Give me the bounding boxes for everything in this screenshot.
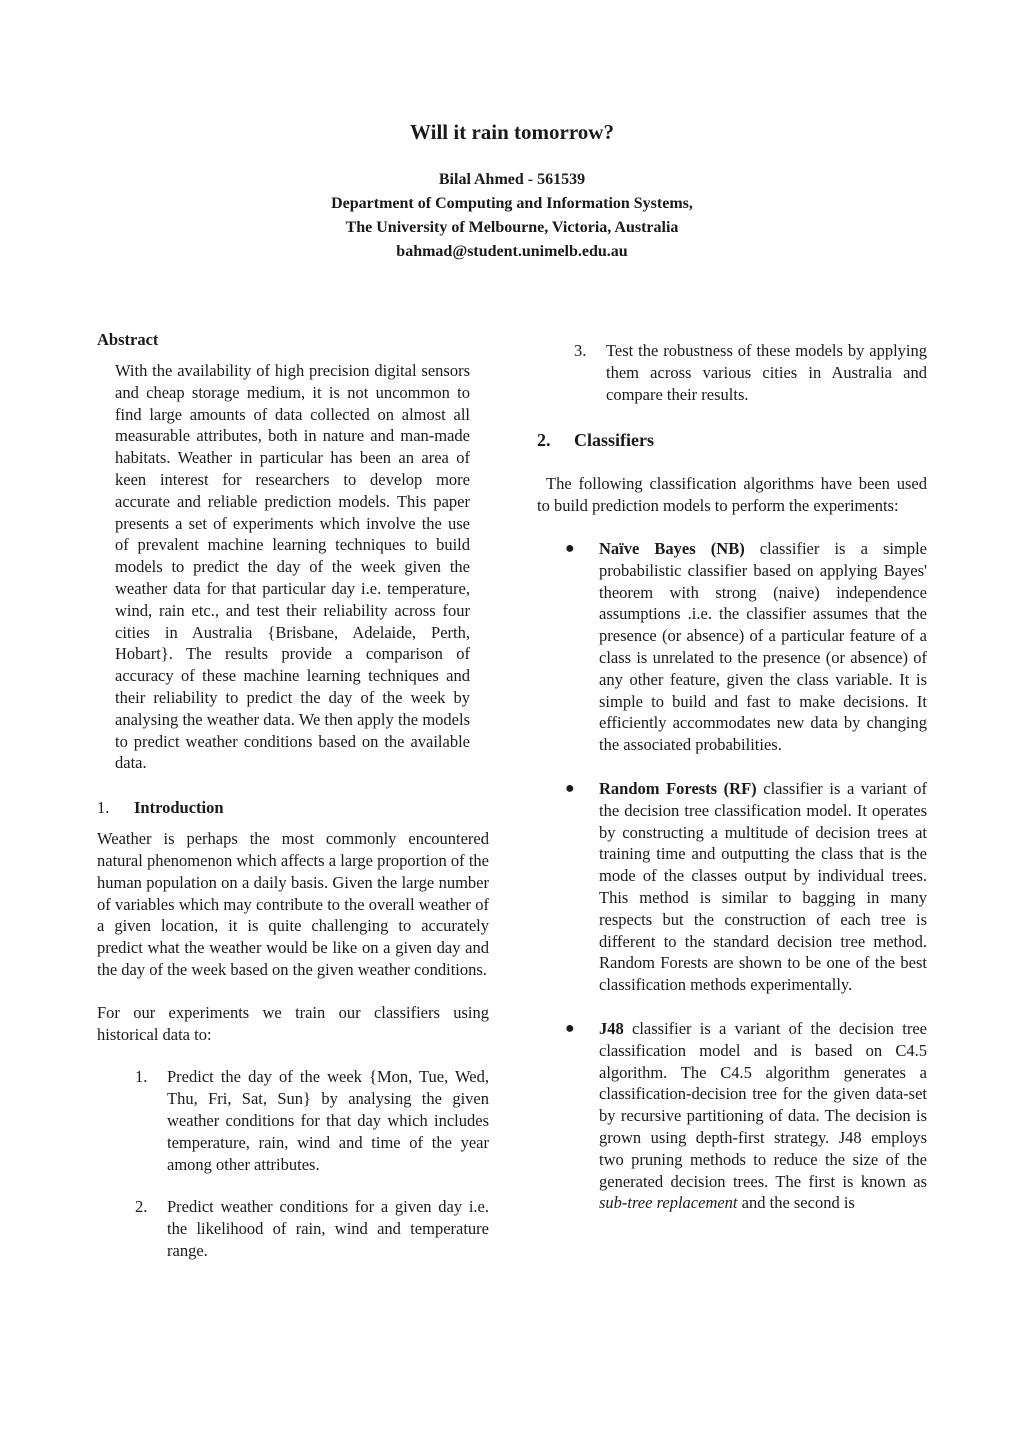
list-item-text: Predict weather conditions for a given day i.e. the likelihood of rain, wind and temperature range. bbox=[167, 1197, 489, 1260]
objectives-list bbox=[97, 1066, 489, 1261]
author-name: Bilal Ahmed - 561539 bbox=[438, 171, 586, 188]
author-block bbox=[0, 168, 1024, 264]
list-item bbox=[97, 1196, 489, 1261]
abstract-heading: Abstract bbox=[97, 330, 159, 349]
classifier-description-tail: and the second is bbox=[737, 1193, 855, 1213]
classifier-description: classifier is a simple probabilistic classifier based on applying Bayes' theorem with strong (naive) independence assumptions .i.e. the classifier assumes that the presence (or absence) of a particular feature of a class is unrelated to the presence (or absence) of any other feature, given the class variable. It is simple to build and fast to make decisions. It efficiently accommodates new data by changing the associated probabilities. bbox=[599, 538, 928, 755]
list-item bbox=[537, 1018, 927, 1214]
paper-title: Will it rain tomorrow? bbox=[410, 120, 614, 144]
section-title: Introduction bbox=[134, 798, 224, 818]
classifiers-intro: The following classification algorithms have been used to build prediction models to perform the experiments: bbox=[537, 474, 927, 516]
classifier-name: J48 bbox=[599, 1018, 624, 1038]
introduction-paragraph-1: Weather is perhaps the most commonly encountered natural phenomenon which affects a large proportion of the human population on a daily basis. Given the large number of variables which may contribute to the overall weather of a given location, it is quite challenging to accurately predict what the weather would be like on a given day and the day of the week based on the given weather conditions. bbox=[97, 829, 489, 979]
list-item bbox=[537, 340, 927, 405]
author-department: Department of Computing and Information Systems, bbox=[331, 195, 693, 212]
right-column bbox=[537, 340, 927, 1214]
list-item bbox=[537, 778, 927, 996]
classifiers-heading bbox=[537, 428, 927, 452]
bullet-icon: ● bbox=[565, 539, 575, 557]
list-item bbox=[97, 1066, 489, 1175]
author-university: The University of Melbourne, Victoria, Australia bbox=[345, 219, 679, 236]
section-title: Classifiers bbox=[574, 430, 654, 451]
introduction-paragraph-2: For our experiments we train our classifiers using historical data to: bbox=[97, 1002, 489, 1044]
list-marker: 1. bbox=[135, 1067, 148, 1087]
section-number: 2. bbox=[537, 430, 551, 451]
list-marker: 2. bbox=[135, 1197, 148, 1217]
objectives-list-continued bbox=[537, 340, 927, 405]
list-marker: 3. bbox=[574, 341, 587, 360]
classifier-name: Naïve Bayes (NB) bbox=[599, 538, 745, 558]
classifier-list bbox=[537, 538, 927, 1214]
list-item-text: Test the robustness of these models by applying them across various cities in Australia and compare their results. bbox=[606, 341, 927, 404]
classifier-name: Random Forests (RF) bbox=[599, 778, 757, 798]
classifier-description: classifier is a variant of the decision tree classification model and is based on C4.5 algorithm. The C4.5 algorithm generates a classification-decision tree for the given data-set by recursive partitioning of data. The decision is grown using depth-first strategy. J48 employs two pruning methods to reduce the size of the generated decision trees. The first is known as bbox=[599, 1018, 927, 1191]
introduction-heading bbox=[97, 796, 489, 820]
bullet-icon: ● bbox=[565, 779, 575, 797]
bullet-icon: ● bbox=[565, 1019, 575, 1037]
list-item bbox=[537, 538, 927, 756]
classifier-italic-term: sub-tree replacement bbox=[599, 1193, 738, 1213]
abstract-body: With the availability of high precision digital sensors and cheap storage medium, it is not uncommon to find large amounts of data collected on almost all measurable attributes, both in nature and man-made habitats. Weather in particular has been an area of keen interest for researchers to develop more accurate and reliable prediction models. This paper presents a set of experiments which involve the use of prevalent machine learning techniques to build models to predict the day of the week given the weather data for that particular day i.e. temperature, wind, rain etc., and test their reliability across four cities in Australia {Brisbane, Adelaide, Perth, Hobart}. The results provide a comparison of accuracy of these machine learning techniques and their reliability to predict the day of the week by analysing the weather data. We then apply the models to predict weather conditions based on the available data. bbox=[115, 361, 470, 773]
left-column bbox=[97, 328, 489, 1262]
author-email: bahmad@student.unimelb.edu.au bbox=[396, 243, 628, 260]
section-number: 1. bbox=[97, 798, 110, 818]
list-item-text: Predict the day of the week {Mon, Tue, Wed, Thu, Fri, Sat, Sun} by analysing the given weather conditions for that day which includes temperature, rain, wind and time of the year among other attributes. bbox=[167, 1067, 489, 1174]
classifier-description: classifier is a variant of the decision tree classification model. It operates by constructing a multitude of decision trees at training time and outputting the class that is the mode of the classes output by individual trees. This method is similar to bagging in many respects but the construction of each tree is different to the standard decision tree method. Random Forests are shown to be one of the best classification methods experimentally. bbox=[599, 778, 927, 995]
